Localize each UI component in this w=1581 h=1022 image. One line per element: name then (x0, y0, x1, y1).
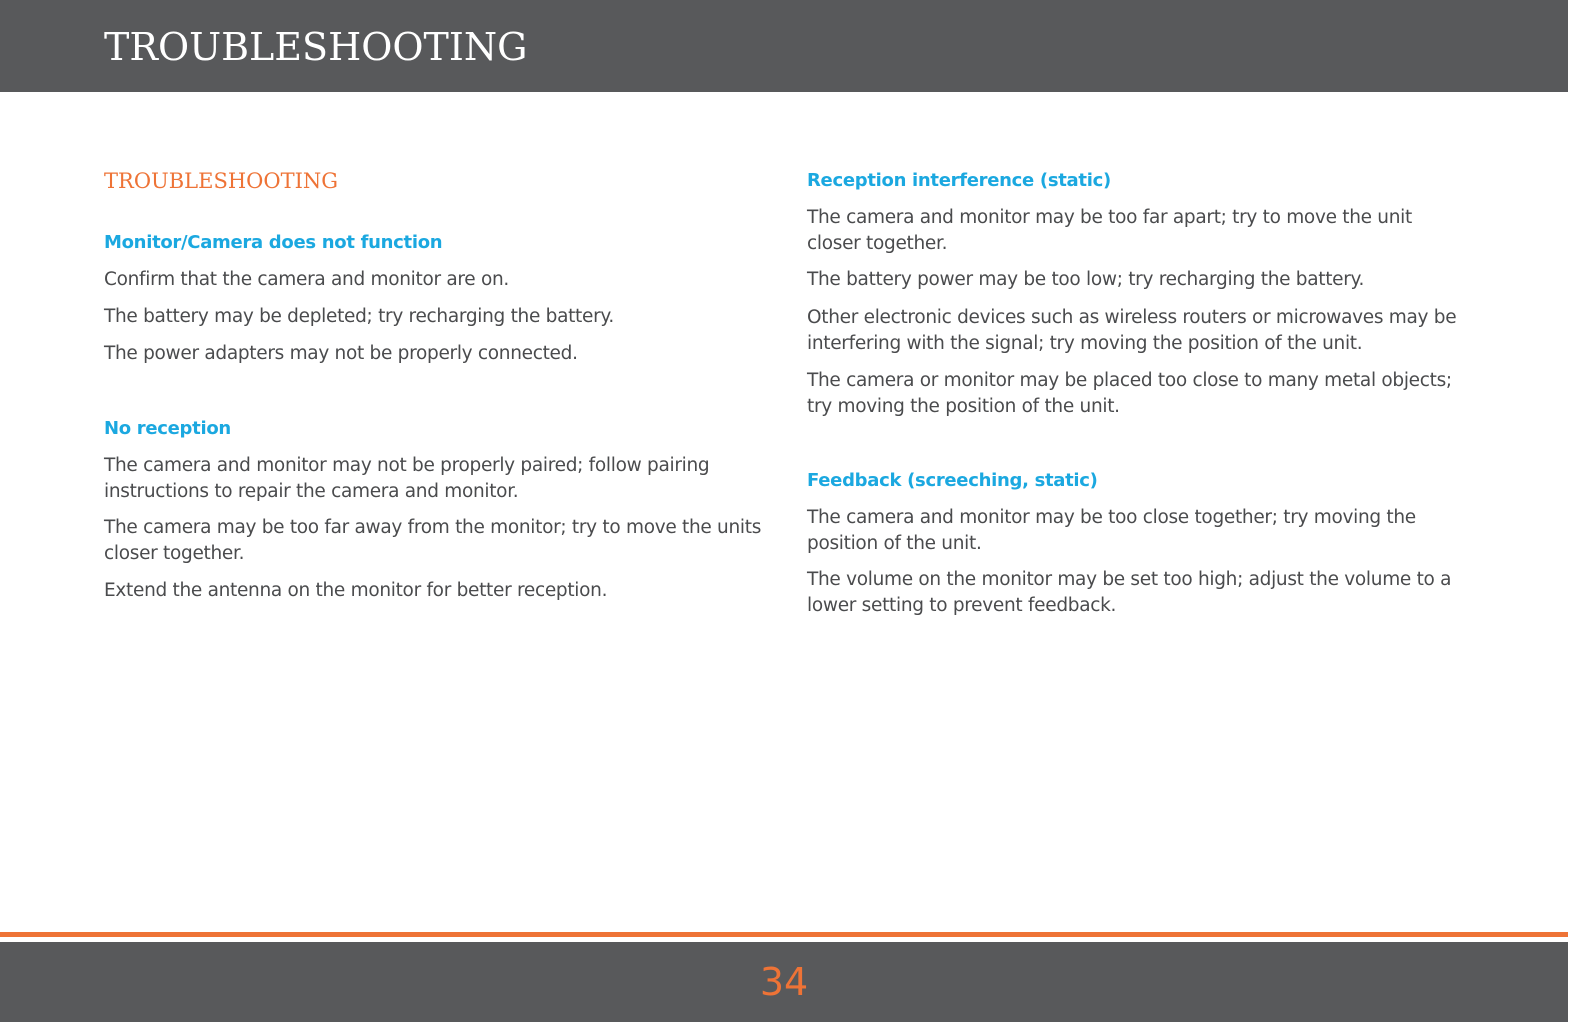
section-title: TROUBLESHOOTING (104, 169, 339, 193)
paragraph: The battery power may be too low; try recharging the battery. (807, 269, 1365, 290)
heading-no-reception: No reception (104, 418, 231, 439)
paragraph: The camera and monitor may be too close together; try moving the position of the unit. (807, 507, 1416, 554)
paragraph: Extend the antenna on the monitor for better reception. (104, 580, 608, 601)
paragraph: The battery may be depleted; try recharging the battery. (104, 306, 614, 327)
heading-reception-interference: Reception interference (static) (807, 170, 1111, 191)
footer-orange-rule (0, 932, 1568, 937)
paragraph: The camera or monitor may be placed too close to many metal objects; try moving the position of the unit. (807, 370, 1452, 417)
paragraph: The camera and monitor may not be properly paired; follow pairing instructions to repair the camera and monitor. (104, 455, 710, 502)
paragraph: The camera and monitor may be too far apart; try to move the unit closer together. (807, 207, 1412, 254)
page-number: 34 (759, 960, 809, 1004)
paragraph: The volume on the monitor may be set too high; adjust the volume to a lower setting to prevent feedback. (807, 569, 1452, 616)
paragraph: Other electronic devices such as wireless routers or microwaves may be interfering with the signal; try moving the position of the unit. (807, 307, 1457, 354)
paragraph: The power adapters may not be properly connected. (104, 343, 578, 364)
paragraph: The camera may be too far away from the monitor; try to move the units closer together. (104, 517, 762, 564)
heading-monitor-camera-does-not-function: Monitor/Camera does not function (104, 232, 443, 253)
heading-feedback: Feedback (screeching, static) (807, 470, 1098, 491)
paragraph: Confirm that the camera and monitor are on. (104, 269, 509, 290)
header-title: TROUBLESHOOTING (104, 25, 528, 69)
page-header-bar (0, 0, 1568, 92)
